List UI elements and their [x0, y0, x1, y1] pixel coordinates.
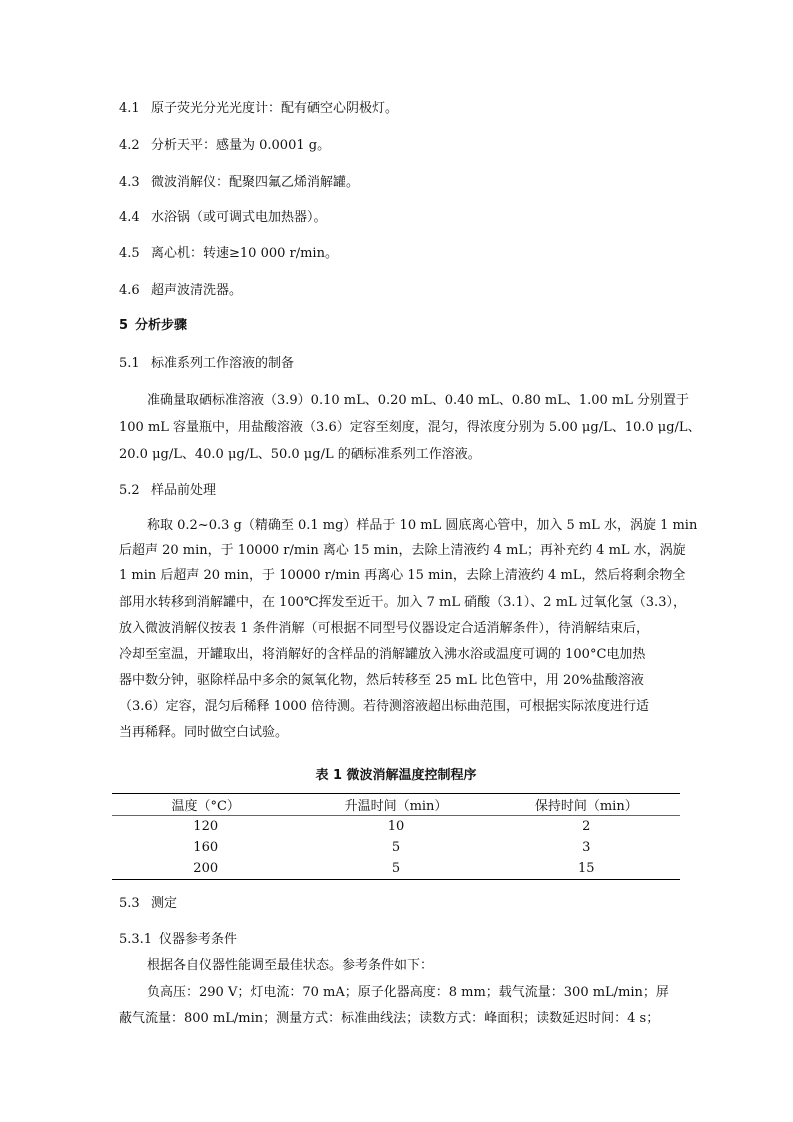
paragraph-line: 负高压：290 V；灯电流：70 mA；原子化器高度：8 mm；载气流量：300 mL/min；屏: [147, 985, 669, 1000]
paragraph-line: （3.6）定容，混匀后稀释 1000 倍待测。若待测溶液超出标曲范围，可根据实际浓度进行适: [119, 699, 650, 714]
item-text: 超声波清洗器。: [151, 283, 243, 298]
section-title: 标准系列工作溶液的制备: [151, 356, 295, 371]
table-cell: 3: [582, 840, 591, 855]
item-number: 4.6: [119, 283, 140, 298]
item-text: 离心机：转速≥10 000 r/min。: [151, 246, 338, 261]
item-4-2: [119, 138, 330, 154]
section-5-1-heading: [119, 356, 294, 372]
paragraph-line: 1 min 后超声 20 min，于 10000 r/min 再离心 15 min，去除上清液约 4 mL，然后将剩余物全: [119, 568, 686, 583]
section-5-3-heading: [119, 896, 177, 912]
paragraph-line: 20.0 μg/L、40.0 μg/L、50.0 μg/L 的硒标准系列工作溶液。: [119, 447, 481, 462]
paragraph-line: 当再稀释。同时做空白试验。: [119, 725, 289, 740]
section-5-heading: [119, 318, 187, 334]
table-cell: 160: [193, 840, 219, 855]
header-ramp-time: 升温时间（min）: [299, 794, 492, 816]
table-cell: 200: [112, 858, 299, 880]
paragraph-line: 根据各自仪器性能调至最佳状态。参考条件如下：: [147, 958, 434, 973]
paragraph-line: 后超声 20 min，于 10000 r/min 离心 15 min，去除上清液约 4 mL；再补充约 4 mL 水，涡旋: [119, 543, 686, 558]
header-hold-time: 保持时间（min）: [493, 794, 680, 816]
section-title: 测定: [151, 896, 178, 911]
section-number: 5.1: [119, 356, 140, 371]
section-number: 5.3.1: [119, 932, 153, 947]
table-header-row: [112, 794, 680, 816]
header-temperature: 温度（°C）: [112, 794, 299, 816]
section-5-2-heading: [119, 483, 216, 499]
paragraph-line: 冷却至室温，开罐取出，将消解好的含样品的消解罐放入沸水浴或温度可调的 100°C电加热: [119, 647, 646, 662]
item-number: 4.1: [119, 101, 140, 116]
section-title: 分析步骤: [135, 318, 188, 333]
digestion-table: [112, 793, 680, 880]
item-number: 4.2: [119, 138, 140, 153]
paragraph-line: 100 mL 容量瓶中，用盐酸溶液（3.6）定容至刻度，混匀，得浓度分别为 5.00 μg/L、10.0 μg/L、: [119, 420, 701, 435]
table-row: [112, 858, 680, 880]
table-cell: 120: [193, 819, 219, 834]
table-cell: 2: [582, 819, 591, 834]
item-number: 4.5: [119, 246, 140, 261]
item-4-4: [119, 210, 327, 226]
table-cell: 5: [391, 840, 401, 855]
section-title: 仪器参考条件: [159, 932, 238, 947]
section-5-3-1-heading: [119, 932, 237, 948]
table-cell: 15: [493, 858, 680, 880]
item-4-1: [119, 101, 398, 117]
table-row: [112, 837, 680, 858]
item-4-6: [119, 283, 242, 299]
item-text: 分析天平：感量为 0.0001 g。: [151, 138, 331, 153]
table-row: [112, 816, 680, 838]
paragraph-line: 称取 0.2~0.3 g（精确至 0.1 mg）样品于 10 mL 圆底离心管中，加入 5 mL 水，涡旋 1 min: [147, 518, 698, 533]
item-text: 微波消解仪：配聚四氟乙烯消解罐。: [151, 175, 360, 190]
item-4-5: [119, 246, 338, 262]
item-text: 原子荧光分光光度计：配有硒空心阴极灯。: [151, 101, 399, 116]
paragraph-line: 放入微波消解仪按表 1 条件消解（可根据不同型号仪器设定合适消解条件），待消解结束后，: [119, 621, 650, 636]
item-number: 4.4: [119, 210, 140, 225]
item-number: 4.3: [119, 175, 140, 190]
paragraph-line: 蔽气流量：800 mL/min；测量方式：标准曲线法；读数方式：峰面积；读数延迟时间：4 s；: [119, 1011, 660, 1026]
section-title: 样品前处理: [151, 483, 217, 498]
table-caption: 表 1 微波消解温度控制程序: [315, 768, 477, 783]
item-4-3: [119, 175, 359, 191]
section-number: 5.2: [119, 483, 140, 498]
paragraph-line: 准确量取硒标准溶液（3.9）0.10 mL、0.20 mL、0.40 mL、0.80 mL、1.00 mL 分别置于: [147, 393, 689, 408]
paragraph-line: 器中数分钟，驱除样品中多余的氮氧化物，然后转移至 25 mL 比色管中，用 20%盐酸溶液: [119, 673, 644, 688]
paragraph-line: 部用水转移到消解罐中，在 100℃挥发至近干。加入 7 mL 硝酸（3.1）、2 mL 过氧化氢（3.3），: [119, 595, 686, 610]
section-number: 5.3: [119, 896, 140, 911]
table-cell: 5: [299, 858, 492, 880]
item-text: 水浴锅（或可调式电加热器）。: [151, 210, 327, 225]
table-cell: 10: [387, 819, 405, 834]
section-number: 5: [119, 318, 129, 333]
